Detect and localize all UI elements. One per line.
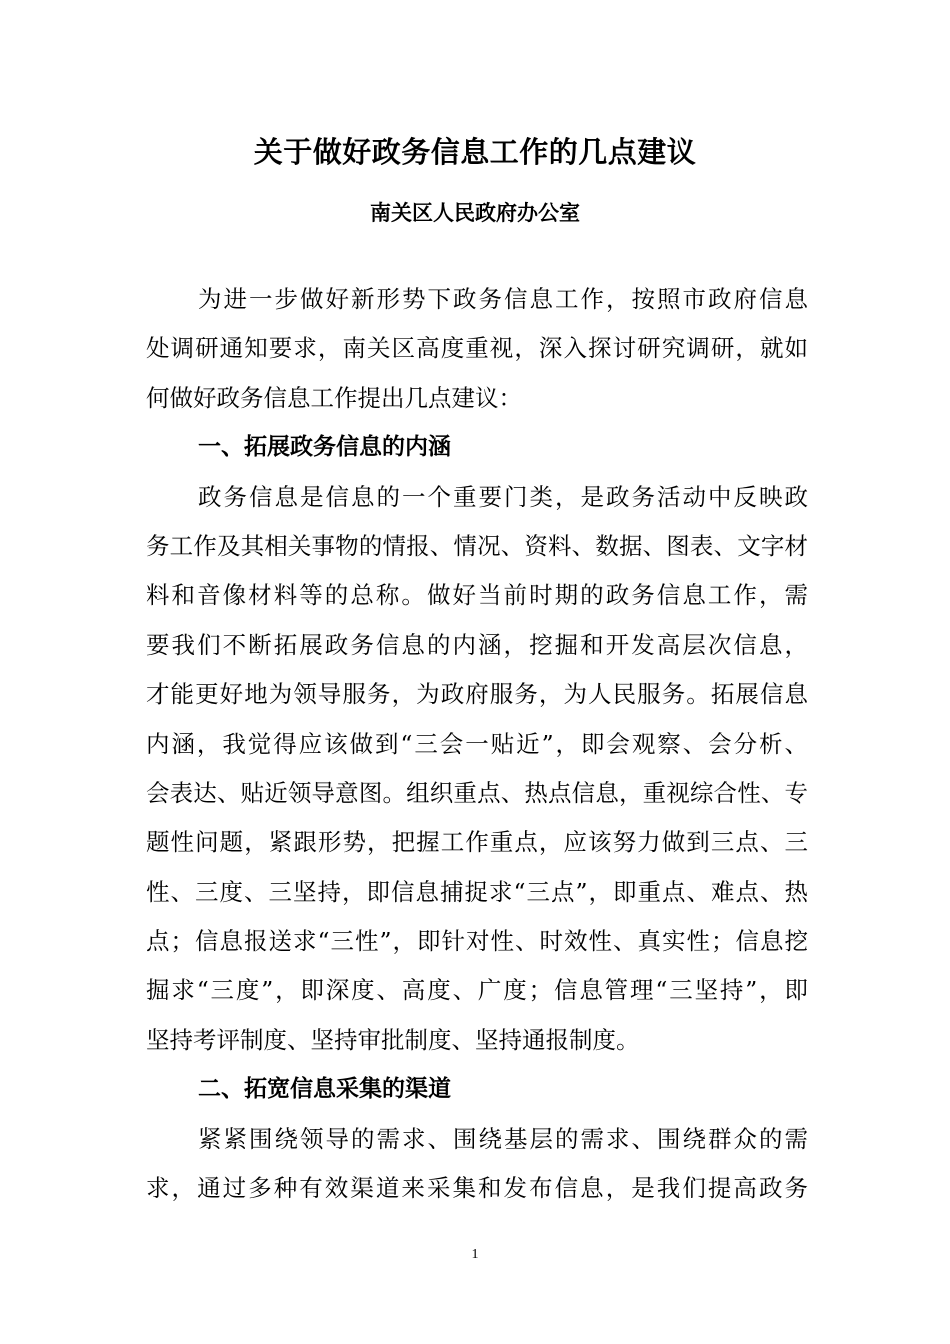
document-subtitle: 南关区人民政府办公室 — [370, 201, 580, 225]
paragraph-line: 内涵，我觉得应该做到“三会一贴近”，即会观察、会分析、 — [146, 729, 808, 758]
document-title: 关于做好政务信息工作的几点建议 — [253, 135, 697, 169]
section-heading: 一、拓展政务信息的内涵 — [198, 434, 451, 461]
paragraph-line: 何做好政务信息工作提出几点建议： — [146, 383, 522, 412]
paragraph-line: 性、三度、三坚持，即信息捕捉求“三点”，即重点、难点、热 — [146, 877, 808, 906]
paragraph-line: 求，通过多种有效渠道来采集和发布信息，是我们提高政务 — [146, 1174, 808, 1203]
page-number: 1 — [471, 1247, 479, 1262]
document-body — [146, 275, 808, 1213]
paragraph-line: 要我们不断拓展政务信息的内涵，挖掘和开发高层次信息， — [146, 630, 808, 659]
paragraph-line: 紧紧围绕领导的需求、围绕基层的需求、围绕群众的需 — [198, 1124, 808, 1153]
paragraph-line: 坚持考评制度、坚持审批制度、坚持通报制度。 — [146, 1025, 640, 1054]
paragraph-line: 掘求“三度”，即深度、高度、广度；信息管理“三坚持”，即 — [146, 976, 808, 1005]
paragraph-line: 料和音像材料等的总称。做好当前时期的政务信息工作，需 — [146, 581, 808, 610]
paragraph-line: 会表达、贴近领导意图。组织重点、热点信息，重视综合性、专 — [146, 778, 808, 807]
paragraph-line: 务工作及其相关事物的情报、情况、资料、数据、图表、文字材 — [146, 531, 808, 560]
paragraph-line: 处调研通知要求，南关区高度重视，深入探讨研究调研，就如 — [146, 334, 808, 363]
paragraph-line: 为进一步做好新形势下政务信息工作，按照市政府信息 — [198, 285, 808, 313]
paragraph-line: 点；信息报送求“三性”，即针对性、时效性、真实性；信息挖 — [146, 927, 808, 956]
section-heading: 二、拓宽信息采集的渠道 — [198, 1076, 451, 1103]
paragraph-line: 题性问题，紧跟形势，把握工作重点，应该努力做到三点、三 — [146, 828, 808, 857]
paragraph-line: 政务信息是信息的一个重要门类，是政务活动中反映政 — [198, 482, 808, 511]
paragraph-line: 才能更好地为领导服务，为政府服务，为人民服务。拓展信息 — [146, 680, 808, 709]
